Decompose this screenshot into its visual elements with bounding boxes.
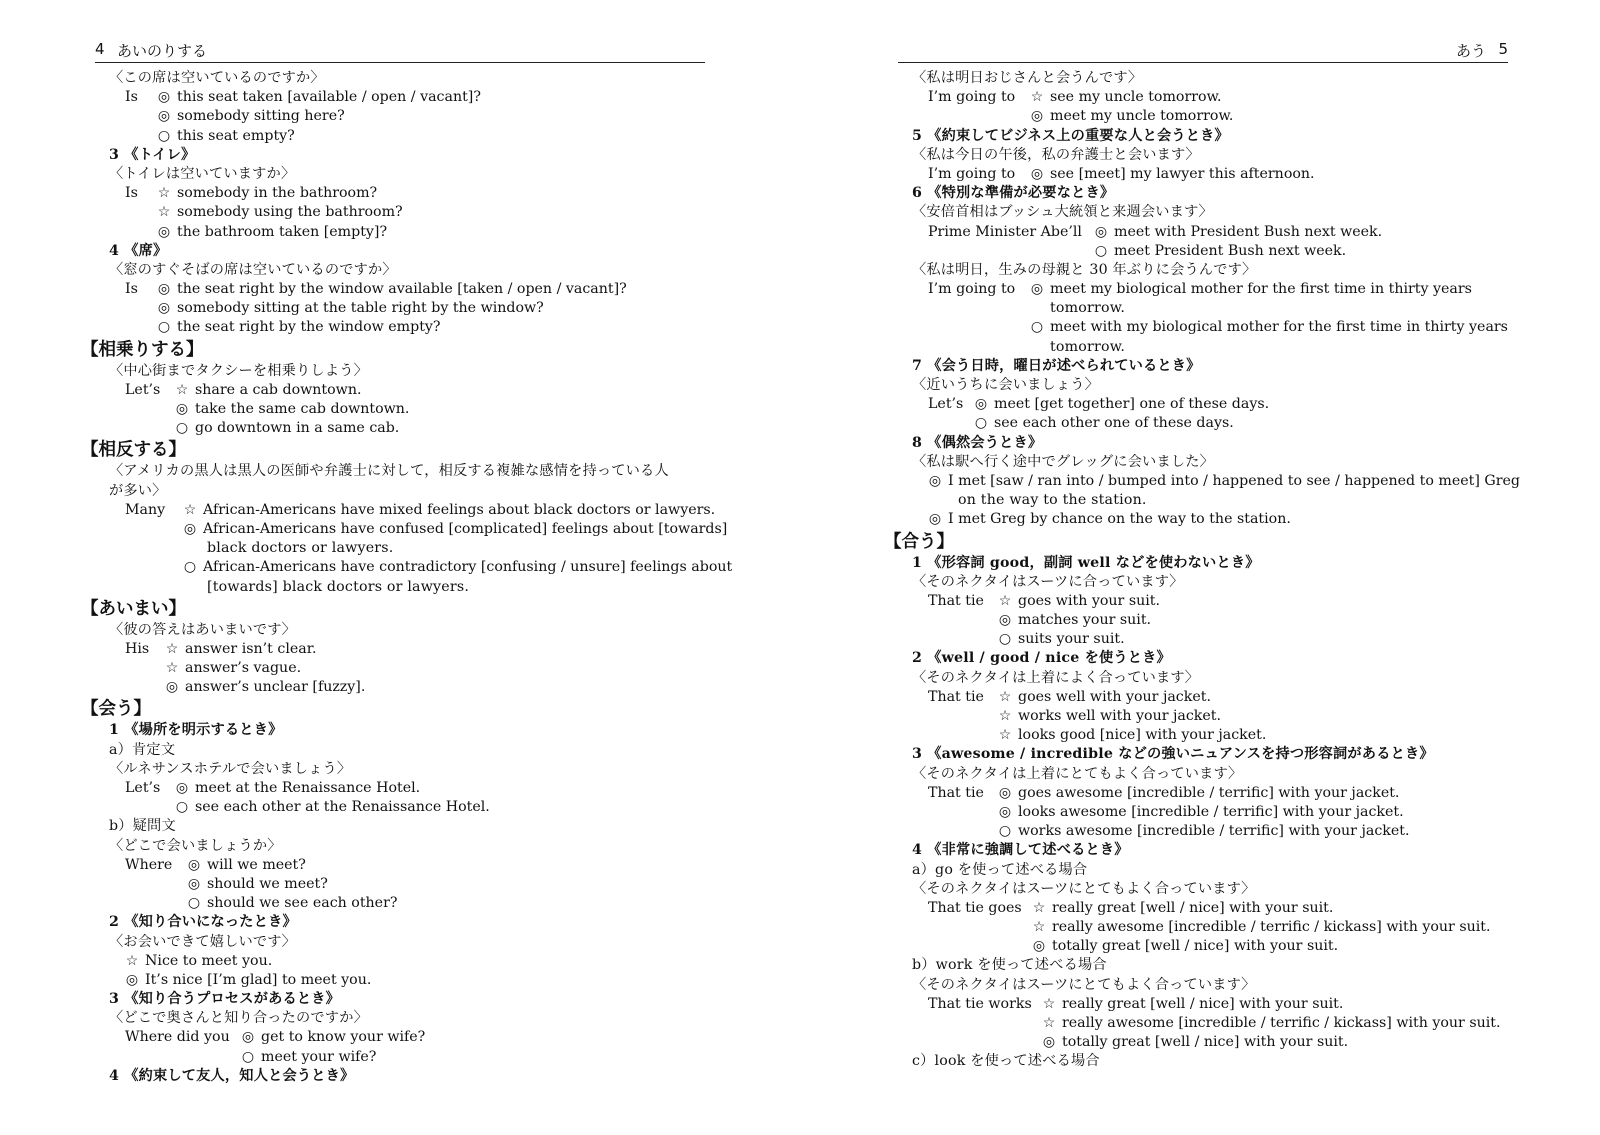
rating-mark-icon: ☆ [1032, 919, 1046, 936]
example-text: answer’s vague. [185, 660, 302, 677]
subsense-heading: c）look を使って述べる場合 [912, 1053, 1100, 1070]
example-text: looks awesome [incredible / terrific] with your jacket. [1018, 803, 1404, 820]
rating-mark-icon: ○ [175, 799, 189, 816]
sense-heading: 2 《知り合いになったとき》 [109, 914, 297, 931]
rating-mark-icon: ☆ [165, 640, 179, 657]
running-head-left [95, 36, 705, 63]
example-continuation: tomorrow. [1050, 338, 1126, 355]
rating-mark-icon: ◎ [175, 780, 189, 796]
japanese-example: 〈そのネクタイは上着によく合っています〉 [912, 669, 1200, 686]
example-subject: That tie works [928, 995, 1032, 1012]
rating-mark-icon: ◎ [157, 281, 171, 298]
english-example [95, 88, 705, 107]
rating-mark-icon: ◎ [187, 875, 201, 892]
english-example [898, 414, 1508, 433]
example-subject: Is [125, 89, 138, 106]
example-text: Nice to meet you. [145, 952, 273, 969]
english-example [898, 223, 1508, 242]
example-text: African-Americans have contradictory [confusing / unsure] feelings about [203, 559, 733, 576]
subsense-heading: b）work を使って述べる場合 [912, 957, 1107, 974]
english-example [95, 875, 705, 894]
english-example [898, 899, 1508, 918]
rating-mark-icon: ☆ [1032, 899, 1046, 916]
example-text: really great [well / nice] with your suit. [1062, 995, 1344, 1012]
rating-mark-icon: ◎ [1030, 108, 1044, 125]
japanese-example: 〈そのネクタイはスーツにとてもよく合っています〉 [912, 976, 1256, 993]
example-text: the seat right by the window empty? [177, 319, 441, 336]
rating-mark-icon: ◎ [157, 300, 171, 317]
sense-heading: 8 《偶然会うとき》 [912, 434, 1043, 451]
japanese-example: 〈私は明日，生みの母親と 30 年ぶりに会うんです〉 [912, 261, 1257, 278]
rating-mark-icon: ◎ [187, 856, 201, 873]
example-text: somebody using the bathroom? [177, 204, 403, 221]
rating-mark-icon: ○ [241, 1048, 255, 1065]
english-example [95, 678, 705, 697]
rating-mark-icon: ◎ [157, 89, 171, 106]
example-text: matches your suit. [1018, 612, 1152, 629]
english-example [95, 798, 705, 817]
example-text: answer’s unclear [fuzzy]. [185, 679, 366, 696]
english-example [95, 856, 705, 875]
japanese-example: 〈ルネサンスホテルで会いましょう〉 [109, 760, 352, 777]
subsense-heading: a）肯定文 [109, 741, 176, 758]
english-example [95, 659, 705, 678]
example-subject: Let’s [928, 396, 964, 413]
rating-mark-icon: ○ [974, 415, 988, 432]
sense-heading: 2 《well / good / nice を使うとき》 [912, 650, 1171, 667]
rating-mark-icon: ◎ [1094, 223, 1108, 240]
example-subject: Let’s [125, 381, 161, 398]
subsense-heading: b）疑問文 [109, 818, 176, 835]
english-example [95, 1048, 705, 1067]
japanese-example: 〈お会いできて嬉しいです〉 [109, 933, 297, 950]
english-example [898, 995, 1508, 1014]
example-text: meet my uncle tomorrow. [1050, 108, 1234, 125]
entry-heading: 【あいまい】 [81, 598, 186, 619]
rating-mark-icon: ◎ [157, 223, 171, 240]
example-subject: Many [125, 501, 166, 518]
example-subject: Let’s [125, 780, 161, 796]
example-text: see each other one of these days. [994, 415, 1234, 432]
rating-mark-icon: ◎ [974, 396, 988, 413]
left-page [81, 36, 733, 1086]
example-subject: That tie [928, 592, 984, 609]
example-text: works well with your jacket. [1018, 708, 1222, 724]
japanese-example: 〈どこで奥さんと知り合ったのですか〉 [109, 1010, 368, 1027]
rating-mark-icon: ○ [1094, 242, 1108, 259]
english-example [898, 88, 1508, 107]
page-number: 4 [95, 40, 105, 58]
example-text: I met [saw / ran into / bumped into / happened to see / happened to meet] Greg [948, 472, 1520, 489]
example-subject: Where did you [125, 1029, 230, 1046]
japanese-example: 〈この席は空いているのですか〉 [109, 70, 325, 86]
japanese-example: 〈彼の答えはあいまいです〉 [109, 621, 297, 638]
example-continuation: on the way to the station. [958, 492, 1147, 509]
example-text: meet President Bush next week. [1114, 242, 1347, 259]
sense-heading: 3 《トイレ》 [109, 146, 196, 163]
example-text: goes well with your jacket. [1018, 688, 1211, 705]
rating-mark-icon: ☆ [183, 501, 197, 518]
rating-mark-icon: ☆ [1042, 1015, 1056, 1031]
english-example [95, 203, 705, 222]
english-example [898, 280, 1508, 299]
english-example [95, 223, 705, 242]
example-text: meet your wife? [261, 1048, 377, 1065]
rating-mark-icon: ☆ [1042, 995, 1056, 1012]
example-subject: His [125, 640, 150, 657]
japanese-example: 〈近いうちに会いましょう〉 [912, 377, 1100, 393]
entry-heading: 【相乗りする】 [81, 339, 204, 360]
example-text: really awesome [incredible / terrific / kickass] with your suit. [1062, 1015, 1501, 1031]
entry-heading: 【合う】 [884, 531, 954, 552]
example-text: really awesome [incredible / terrific / kickass] with your suit. [1052, 919, 1491, 936]
english-example [898, 1033, 1508, 1052]
example-subject: Where [125, 856, 173, 873]
example-text: go downtown in a same cab. [195, 420, 400, 437]
example-text: somebody sitting at the table right by the window? [177, 300, 544, 317]
example-text: see [meet] my lawyer this afternoon. [1050, 165, 1315, 182]
japanese-example: 〈窓のすぐそばの席は空いているのですか〉 [109, 261, 397, 278]
example-text: looks good [nice] with your jacket. [1018, 727, 1267, 744]
example-subject: I’m going to [928, 281, 1016, 298]
example-subject: Is [125, 185, 138, 202]
rating-mark-icon: ◎ [928, 472, 942, 489]
rating-mark-icon: ☆ [165, 660, 179, 677]
japanese-example: 〈中心街までタクシーを相乗りしよう〉 [109, 362, 368, 379]
english-example [898, 165, 1508, 184]
english-example [95, 894, 705, 913]
example-text: share a cab downtown. [195, 381, 362, 398]
example-continuation: tomorrow. [1050, 300, 1126, 317]
example-text: works awesome [incredible / terrific] with your jacket. [1018, 823, 1410, 840]
running-head-right [898, 36, 1508, 63]
example-text: answer isn’t clear. [185, 640, 317, 657]
sense-heading: 3 《知り合うプロセスがあるとき》 [109, 991, 341, 1008]
example-text: meet at the Renaissance Hotel. [195, 780, 421, 796]
example-text: goes with your suit. [1018, 592, 1160, 609]
example-text: totally great [well / nice] with your suit. [1052, 938, 1339, 955]
rating-mark-icon: ○ [157, 127, 171, 144]
example-text: somebody sitting here? [177, 108, 345, 125]
english-example [95, 107, 705, 126]
example-text: this seat taken [available / open / vacant]? [177, 89, 481, 106]
rating-mark-icon: ○ [175, 420, 189, 437]
rating-mark-icon: ◎ [998, 784, 1012, 801]
example-text: should we see each other? [207, 895, 398, 912]
japanese-example: 〈安倍首相はブッシュ大統領と来週会います〉 [912, 204, 1213, 221]
rating-mark-icon: ☆ [157, 185, 171, 202]
sense-heading: 4 《約束して友人，知人と会うとき》 [109, 1067, 355, 1084]
example-subject: Prime Minister Abe’ll [928, 223, 1082, 240]
example-text: meet my biological mother for the first time in thirty years [1050, 281, 1472, 298]
sense-heading: 3 《awesome / incredible などの強いニュアンスを持つ形容詞があるとき》 [912, 746, 1434, 763]
english-example [95, 640, 705, 659]
rating-mark-icon: ◎ [928, 511, 942, 528]
english-example [898, 318, 1508, 337]
example-text: meet with my biological mother for the first time in thirty years [1050, 319, 1508, 336]
english-example [95, 299, 705, 318]
example-text: totally great [well / nice] with your suit. [1062, 1034, 1349, 1051]
page-number: 5 [1498, 40, 1508, 58]
rating-mark-icon: ◎ [183, 520, 197, 537]
example-continuation: [towards] black doctors or lawyers. [207, 578, 470, 595]
example-text: really great [well / nice] with your suit. [1052, 899, 1334, 916]
example-text: meet with President Bush next week. [1114, 223, 1383, 240]
english-example [898, 1014, 1508, 1033]
rating-mark-icon: ◎ [125, 971, 139, 988]
rating-mark-icon: ☆ [175, 381, 189, 398]
example-text: see each other at the Renaissance Hotel. [195, 799, 490, 816]
example-subject: That tie [928, 784, 984, 801]
rating-mark-icon: ◎ [1030, 165, 1044, 182]
english-example [898, 510, 1508, 529]
english-example [898, 707, 1508, 726]
entry-heading: 【会う】 [81, 699, 151, 720]
english-example [95, 419, 705, 438]
rating-mark-icon: ○ [183, 559, 197, 576]
running-title: あいのりする [117, 42, 208, 60]
rating-mark-icon: ◎ [165, 679, 179, 696]
english-example [95, 381, 705, 400]
rating-mark-icon: ○ [1030, 319, 1044, 336]
example-text: see my uncle tomorrow. [1050, 89, 1222, 106]
english-example [95, 1028, 705, 1047]
sense-heading: 5 《約束してビジネス上の重要な人と会うとき》 [912, 127, 1229, 144]
rating-mark-icon: ☆ [998, 592, 1012, 609]
example-subject: That tie goes [928, 899, 1022, 916]
example-text: suits your suit. [1018, 631, 1125, 648]
subsense-heading: a）go を使って述べる場合 [912, 861, 1088, 878]
japanese-example: 〈私は明日おじさんと会うんです〉 [912, 70, 1143, 86]
example-text: goes awesome [incredible / terrific] with your jacket. [1018, 784, 1400, 801]
rating-mark-icon: ☆ [157, 204, 171, 221]
example-subject: I’m going to [928, 165, 1016, 182]
english-example [95, 558, 733, 577]
english-example [898, 726, 1508, 745]
english-example [95, 184, 705, 203]
english-example [95, 501, 716, 520]
example-text: the seat right by the window available [taken / open / vacant]? [177, 281, 627, 298]
english-example [898, 822, 1508, 841]
english-example [95, 280, 705, 299]
rating-mark-icon: ◎ [241, 1029, 255, 1046]
english-example [898, 592, 1508, 611]
example-text: African-Americans have mixed feelings about black doctors or lawyers. [203, 501, 716, 518]
japanese-example: が多い〉 [109, 482, 167, 499]
example-subject: That tie [928, 688, 984, 705]
example-text: get to know your wife? [261, 1029, 426, 1046]
japanese-example: 〈どこで会いましょうか〉 [109, 837, 282, 854]
entry-heading: 【相反する】 [81, 440, 186, 461]
example-text: somebody in the bathroom? [177, 185, 378, 202]
english-example [95, 127, 705, 146]
rating-mark-icon: ○ [157, 319, 171, 336]
rating-mark-icon: ◎ [157, 108, 171, 125]
english-example [898, 918, 1508, 937]
rating-mark-icon: ◎ [998, 612, 1012, 629]
example-text: It’s nice [I’m glad] to meet you. [145, 971, 372, 988]
english-example [898, 803, 1508, 822]
example-subject: I’m going to [928, 89, 1016, 106]
right-page [884, 36, 1520, 1072]
japanese-example: 〈アメリカの黒人は黒人の医師や弁護士に対して，相反する複雑な感情を持っている人 [109, 463, 669, 480]
sense-heading: 4 《非常に強調して述べるとき》 [912, 842, 1129, 859]
rating-mark-icon: ○ [998, 823, 1012, 840]
example-text: I met Greg by chance on the way to the station. [948, 511, 1291, 528]
sense-heading: 4 《席》 [109, 242, 168, 259]
sense-heading: 1 《形容詞 good，副詞 well などを使わないとき》 [912, 554, 1260, 571]
japanese-example: 〈私は今日の午後，私の弁護士と会います〉 [912, 146, 1200, 163]
rating-mark-icon: ◎ [1030, 281, 1044, 298]
japanese-example: 〈私は駅へ行く途中でグレッグに会いました〉 [912, 453, 1214, 470]
japanese-example: 〈そのネクタイはスーツに合っています〉 [912, 573, 1184, 590]
sense-heading: 6 《特別な準備が必要なとき》 [912, 185, 1115, 202]
example-text: the bathroom taken [empty]? [177, 223, 388, 240]
english-example [898, 630, 1508, 649]
english-example [898, 242, 1508, 261]
example-text: meet [get together] one of these days. [994, 396, 1270, 413]
rating-mark-icon: ◎ [998, 803, 1012, 820]
rating-mark-icon: ○ [998, 631, 1012, 648]
example-subject: Is [125, 281, 138, 298]
example-text: take the same cab downtown. [195, 401, 410, 417]
rating-mark-icon: ◎ [175, 401, 189, 417]
example-text: this seat empty? [177, 127, 295, 144]
left-page-body [81, 63, 733, 1086]
english-example [898, 107, 1508, 126]
rating-mark-icon: ☆ [125, 952, 139, 969]
japanese-example: 〈そのネクタイは上着にとてもよく合っています〉 [912, 765, 1243, 782]
english-example [898, 784, 1508, 803]
example-text: should we meet? [207, 875, 328, 892]
english-example [95, 400, 705, 419]
sense-heading: 7 《会う日時，曜日が述べられているとき》 [912, 357, 1201, 374]
sense-heading: 1 《場所を明示するとき》 [109, 722, 283, 739]
english-example [95, 952, 705, 971]
rating-mark-icon: ☆ [998, 708, 1012, 724]
right-page-body [884, 63, 1520, 1072]
rating-mark-icon: ○ [187, 895, 201, 912]
running-title: あう [1455, 42, 1486, 60]
example-text: will we meet? [207, 856, 306, 873]
english-example [898, 395, 1508, 414]
english-example [95, 971, 705, 990]
rating-mark-icon: ☆ [998, 688, 1012, 705]
english-example [898, 472, 1520, 491]
japanese-example: 〈トイレは空いていますか〉 [109, 165, 296, 182]
english-example [898, 611, 1508, 630]
rating-mark-icon: ☆ [1030, 89, 1044, 106]
english-example [95, 318, 705, 337]
english-example [95, 779, 705, 798]
rating-mark-icon: ◎ [1032, 938, 1046, 955]
japanese-example: 〈そのネクタイはスーツにとてもよく合っています〉 [912, 880, 1256, 897]
english-example [898, 937, 1508, 956]
example-text: African-Americans have confused [complicated] feelings about [towards] [203, 520, 728, 537]
english-example [95, 520, 728, 539]
rating-mark-icon: ◎ [1042, 1034, 1056, 1051]
example-continuation: black doctors or lawyers. [207, 540, 394, 557]
rating-mark-icon: ☆ [998, 727, 1012, 744]
english-example [898, 688, 1508, 707]
